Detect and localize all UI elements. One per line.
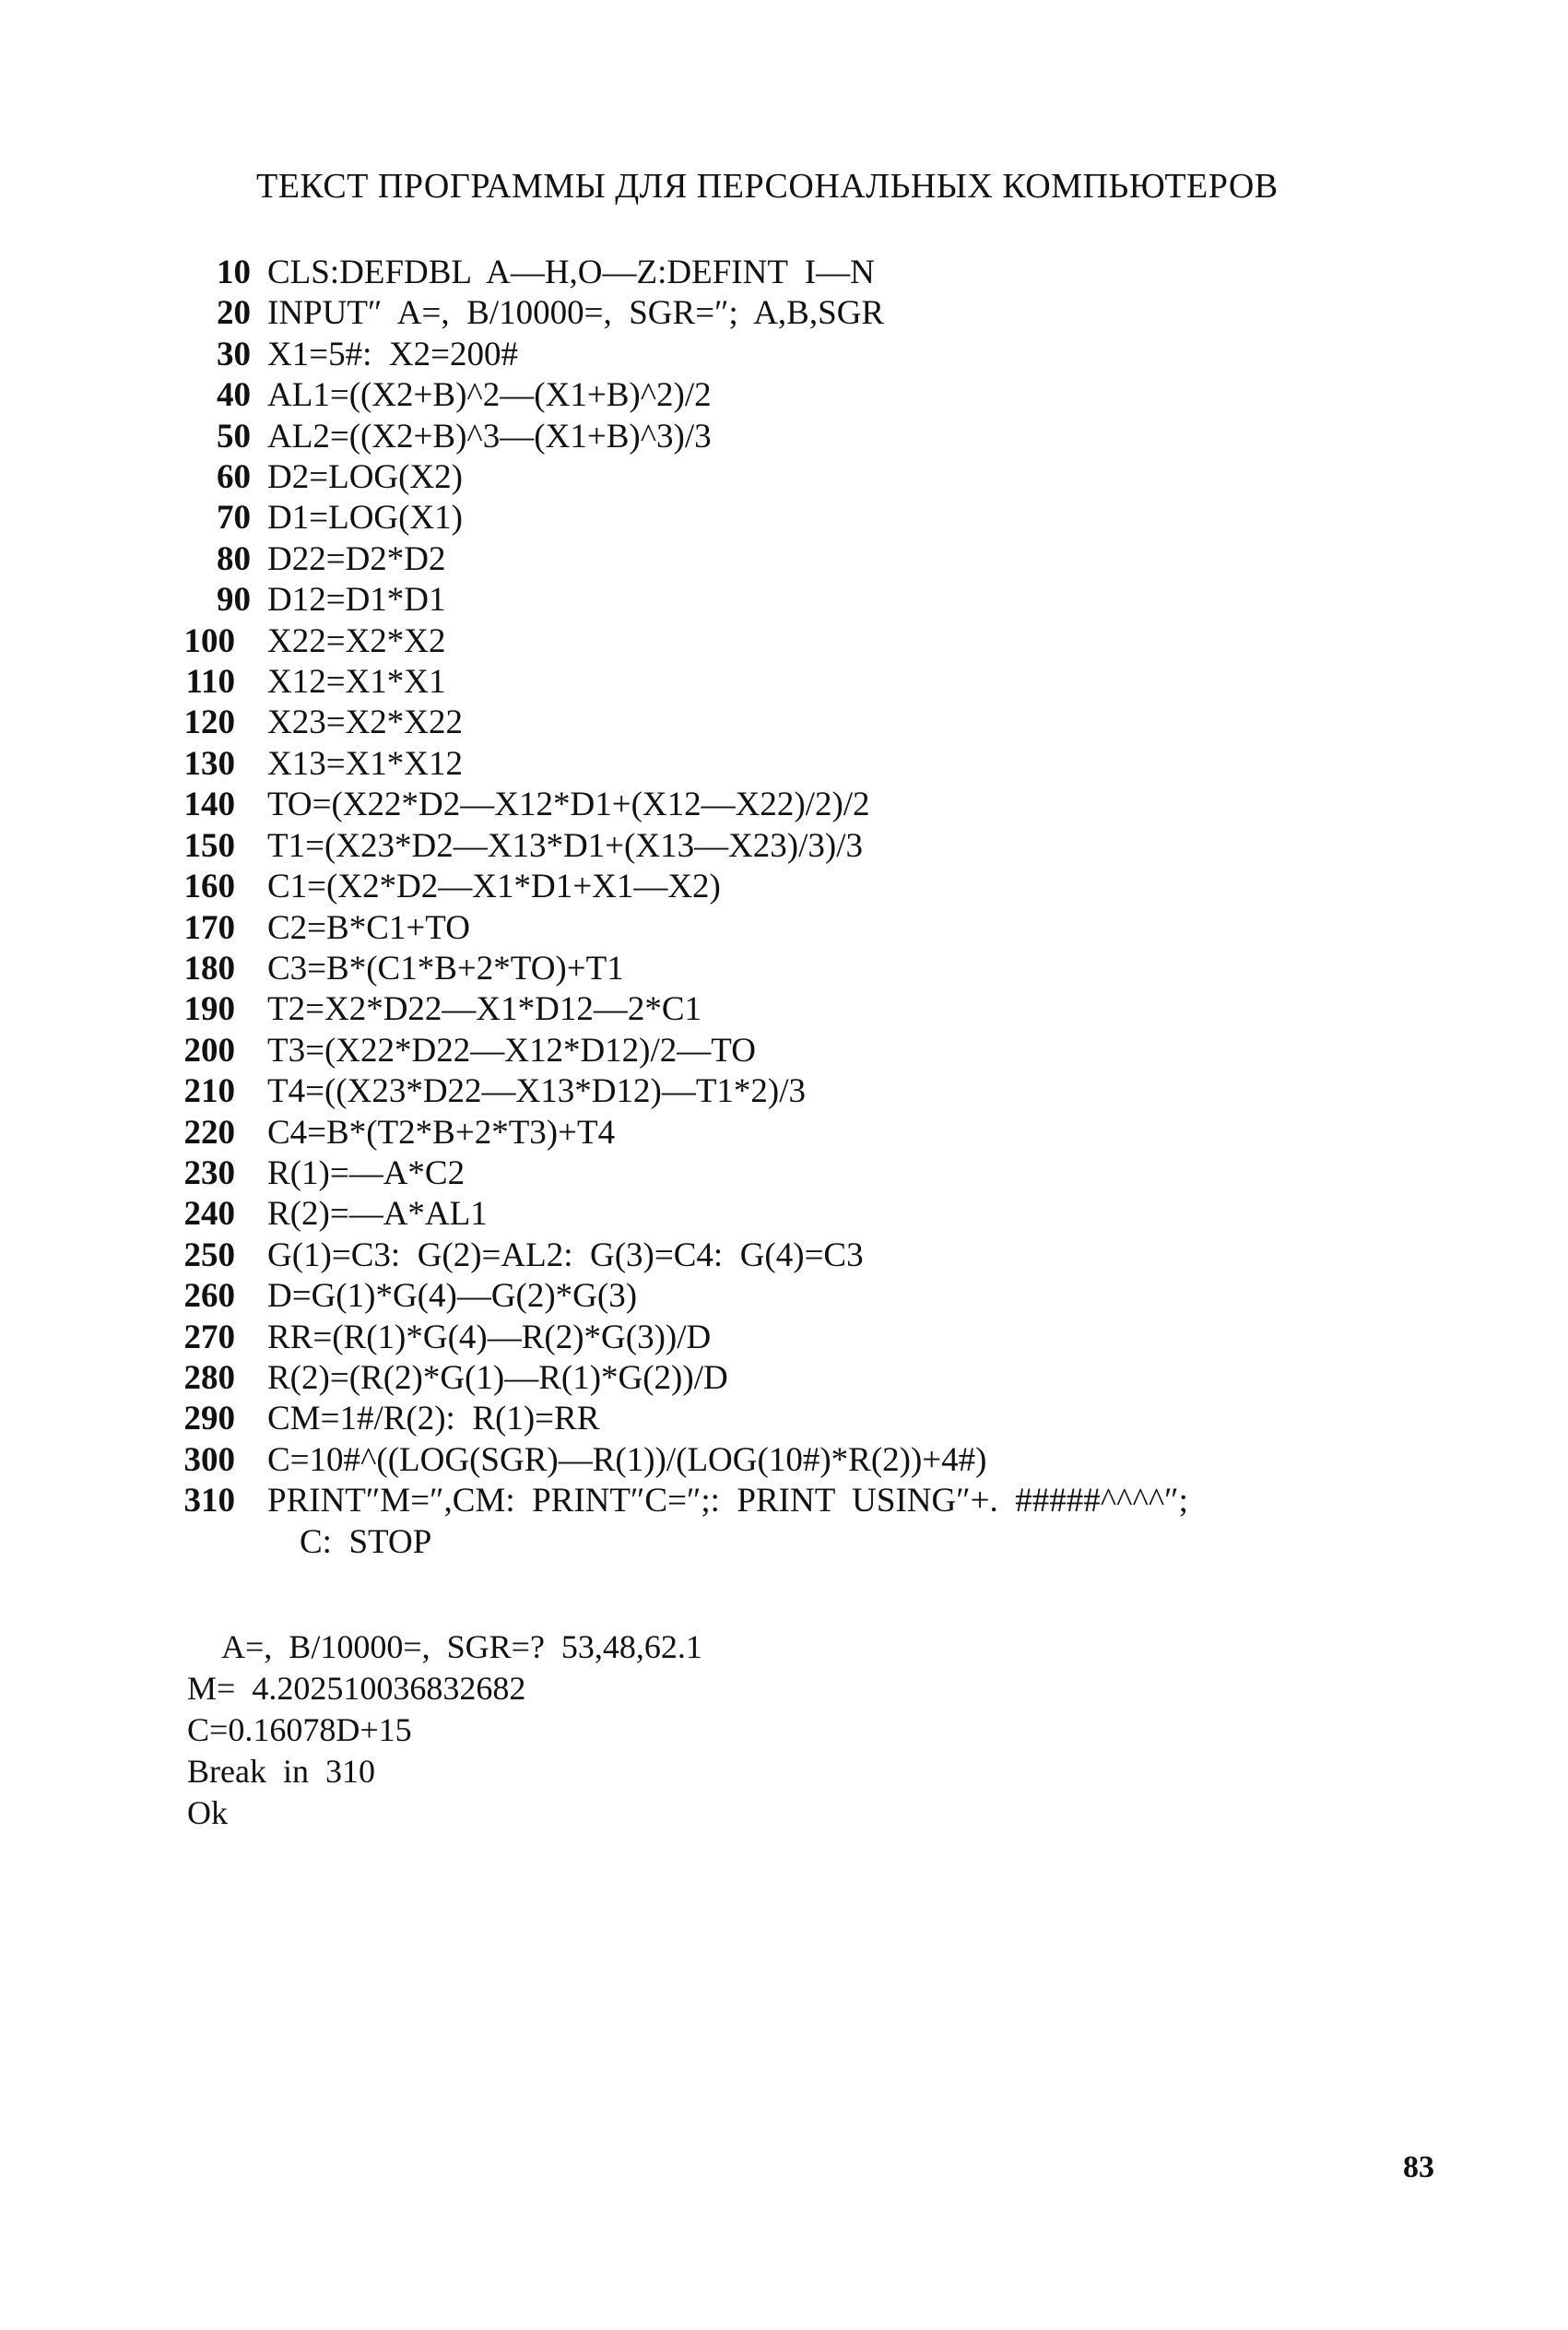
line-number: 200 [183, 1031, 235, 1070]
code-line [175, 703, 1188, 743]
line-number: 210 [183, 1072, 235, 1111]
line-number: 290 [183, 1400, 235, 1438]
output-line: C=0.16078D+15 [187, 1711, 412, 1748]
line-number: 240 [183, 1195, 235, 1234]
line-number: 90 [217, 581, 251, 620]
code-line [175, 826, 1188, 867]
code-line [175, 908, 1188, 949]
code-line [175, 1236, 1188, 1276]
line-number: 110 [185, 663, 235, 702]
code-text: R(2)=(R(2)*G(1)—R(1)*G(2))/D [267, 1358, 728, 1397]
code-text: D1=LOG(X1) [267, 499, 463, 538]
output-line: Ok [187, 1794, 228, 1831]
page-number: 83 [1403, 2150, 1434, 2184]
code-text: T2=X2*D22—X1*D12—2*C1 [267, 990, 702, 1029]
line-number: 300 [183, 1440, 235, 1479]
line-number: 150 [183, 826, 235, 865]
line-number: 250 [183, 1236, 235, 1274]
line-number: 280 [183, 1358, 235, 1397]
code-line [175, 1071, 1188, 1112]
code-text: CLS:DEFDBL A—H,O—Z:DEFINT I—N [267, 254, 875, 291]
code-line [175, 457, 1188, 498]
line-number: 40 [217, 376, 251, 415]
code-text: X1=5#: X2=200# [267, 335, 518, 373]
code-line [175, 1276, 1188, 1317]
line-number: 80 [217, 539, 251, 578]
code-text: T1=(X23*D2—X13*D1+(X13—X23)/3)/3 [267, 826, 864, 865]
code-text: D2=LOG(X2) [267, 458, 463, 497]
line-number: 100 [183, 621, 235, 660]
code-text: T3=(X22*D22—X12*D12)/2—TO [267, 1031, 756, 1070]
line-number: 170 [183, 908, 235, 947]
output-line: Break in 310 [187, 1753, 375, 1790]
code-line [175, 417, 1188, 457]
code-text: AL1=((X2+B)^2—(X1+B)^2)/2 [267, 376, 712, 415]
code-line [175, 293, 1188, 334]
line-number: 190 [183, 990, 235, 1029]
output-line: A=, B/10000=, SGR=? 53,48,62.1 [221, 1628, 702, 1665]
code-text: X12=X1*X1 [267, 663, 446, 702]
code-text: CM=1#/R(2): R(1)=RR [267, 1400, 600, 1438]
code-text: X13=X1*X12 [267, 744, 464, 783]
code-line [175, 375, 1188, 416]
code-line [175, 1481, 1188, 1521]
code-line [175, 1153, 1188, 1194]
code-text: C=10#^((LOG(SGR)—R(1))/(LOG(10#)*R(2))+4#) [267, 1440, 987, 1479]
line-number: 260 [183, 1277, 235, 1316]
code-line [175, 498, 1188, 538]
code-line [175, 744, 1188, 785]
code-line [175, 989, 1188, 1030]
code-line [175, 253, 1188, 293]
code-text: AL2=((X2+B)^3—(X1+B)^3)/3 [267, 417, 712, 455]
line-number: 270 [183, 1318, 235, 1356]
code-line [175, 1358, 1188, 1399]
code-text: RR=(R(1)*G(4)—R(2)*G(3))/D [267, 1318, 712, 1356]
line-number: 130 [183, 744, 235, 783]
line-number: 140 [183, 786, 235, 824]
code-text: C2=B*C1+TO [267, 908, 470, 947]
program-output [187, 1626, 702, 1834]
code-text: R(1)=—A*C2 [267, 1153, 466, 1192]
code-text: C3=B*(C1*B+2*TO)+T1 [267, 949, 624, 988]
code-text: TO=(X22*D2—X12*D1+(X12—X22)/2)/2 [267, 786, 870, 824]
line-number: 220 [183, 1113, 235, 1152]
program-listing [175, 253, 1188, 1563]
code-line [175, 1318, 1188, 1358]
code-line [175, 1440, 1188, 1481]
code-continuation: C: STOP [300, 1522, 432, 1561]
line-number: 230 [183, 1153, 235, 1192]
code-text: X23=X2*X22 [267, 704, 464, 742]
code-text: X22=X2*X2 [267, 621, 446, 660]
line-number: 70 [217, 499, 251, 538]
line-number: 20 [217, 294, 251, 333]
code-line [175, 867, 1188, 907]
line-number: 30 [217, 335, 251, 373]
code-line [175, 621, 1188, 662]
line-number: 160 [183, 868, 235, 906]
code-line [175, 335, 1188, 375]
code-text: D12=D1*D1 [267, 581, 446, 620]
code-text: INPUT″ A=, B/10000=, SGR=″; A,B,SGR [267, 294, 885, 333]
code-text: D=G(1)*G(4)—G(2)*G(3) [267, 1277, 638, 1316]
line-number: 50 [217, 417, 251, 455]
code-line [175, 1194, 1188, 1235]
code-line [175, 1031, 1188, 1071]
code-text: C4=B*(T2*B+2*T3)+T4 [267, 1113, 616, 1152]
code-line [175, 949, 1188, 989]
code-line [175, 539, 1188, 580]
line-number: 60 [217, 458, 251, 497]
line-number: 120 [183, 704, 235, 742]
line-number: 310 [183, 1482, 235, 1520]
code-text: T4=((X23*D22—X13*D12)—T1*2)/3 [267, 1072, 807, 1111]
code-line [175, 662, 1188, 703]
code-line [175, 1399, 1188, 1439]
code-line [175, 580, 1188, 621]
output-line: M= 4.202510036832682 [187, 1670, 526, 1707]
code-line [175, 785, 1188, 825]
code-text: D22=D2*D2 [267, 539, 446, 578]
line-number: 10 [217, 254, 251, 291]
code-text: PRINT″M=″,CM: PRINT″C=″;: PRINT USING″+. #####^^^^″; [267, 1482, 1188, 1520]
page-title: ТЕКСТ ПРОГРАММЫ ДЛЯ ПЕРСОНАЛЬНЫХ КОМПЬЮТЕРОВ [256, 167, 1279, 206]
code-text: G(1)=C3: G(2)=AL2: G(3)=C4: G(4)=C3 [267, 1236, 864, 1274]
code-text: C1=(X2*D2—X1*D1+X1—X2) [267, 868, 721, 906]
code-line [175, 1113, 1188, 1153]
code-text: R(2)=—A*AL1 [267, 1195, 488, 1234]
line-number: 180 [183, 949, 235, 988]
